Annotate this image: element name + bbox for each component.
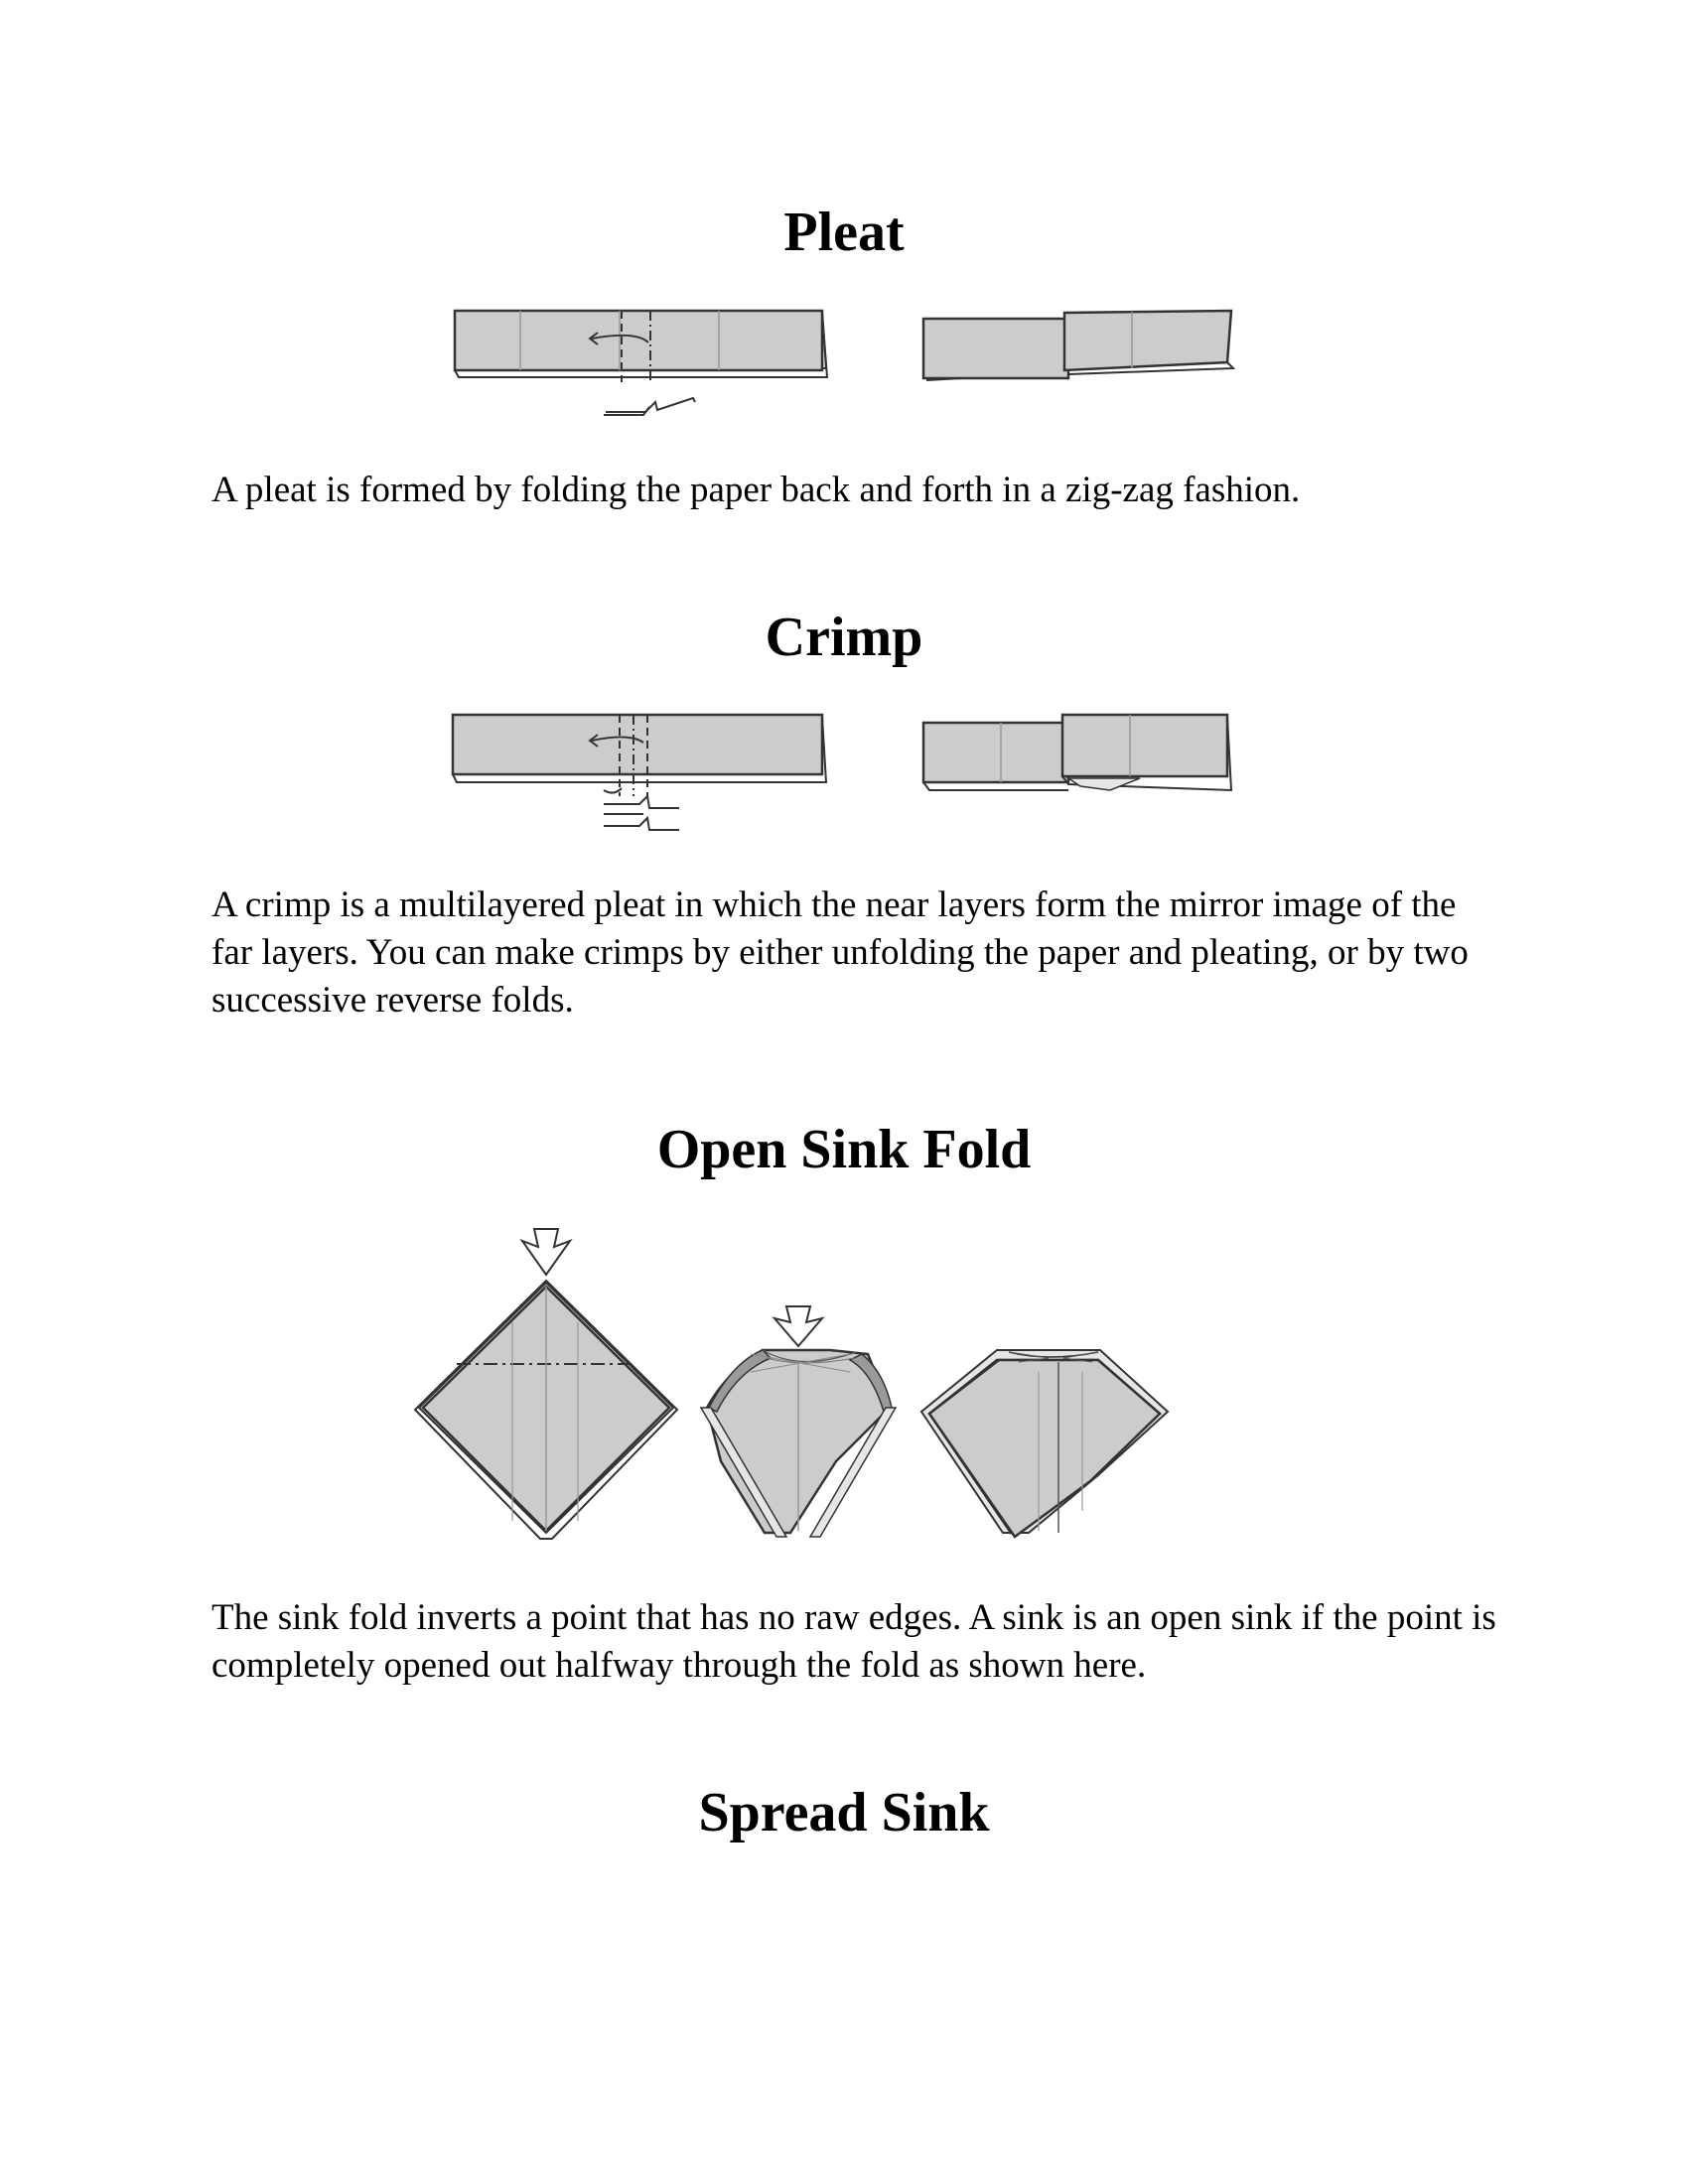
open-sink-heading: Open Sink Fold xyxy=(656,1119,1032,1180)
pleat-after-strip xyxy=(923,311,1233,380)
crimp-before-strip xyxy=(453,715,826,830)
push-arrow-icon xyxy=(774,1306,822,1346)
pleat-diagram xyxy=(447,303,1241,422)
spread-sink-heading: Spread Sink xyxy=(698,1782,990,1843)
open-sink-description: The sink fold inverts a point that has no raw edges. A sink is an open sink if the point is completely opened out halfway through the fold as shown here. xyxy=(211,1597,1496,1686)
push-arrow-icon xyxy=(522,1229,570,1275)
pleat-description: A pleat is formed by folding the paper back and forth in a zig-zag fashion. xyxy=(211,470,1301,510)
open-sink-step3-square xyxy=(921,1350,1168,1537)
pleat-before-strip xyxy=(455,311,827,415)
crimp-after-strip xyxy=(923,715,1231,790)
pleat-heading: Pleat xyxy=(783,202,905,263)
open-sink-diagram xyxy=(413,1223,1277,1551)
open-sink-step1-square xyxy=(415,1229,677,1539)
crimp-description: A crimp is a multilayered pleat in which the near layers form the mirror image of the far layers. You can make crimps by either unfolding the paper and pleating, or by two successive reverse folds. xyxy=(211,885,1469,1021)
crimp-heading: Crimp xyxy=(765,607,923,668)
open-sink-step2-square xyxy=(701,1306,896,1537)
crimp-diagram xyxy=(445,707,1249,841)
